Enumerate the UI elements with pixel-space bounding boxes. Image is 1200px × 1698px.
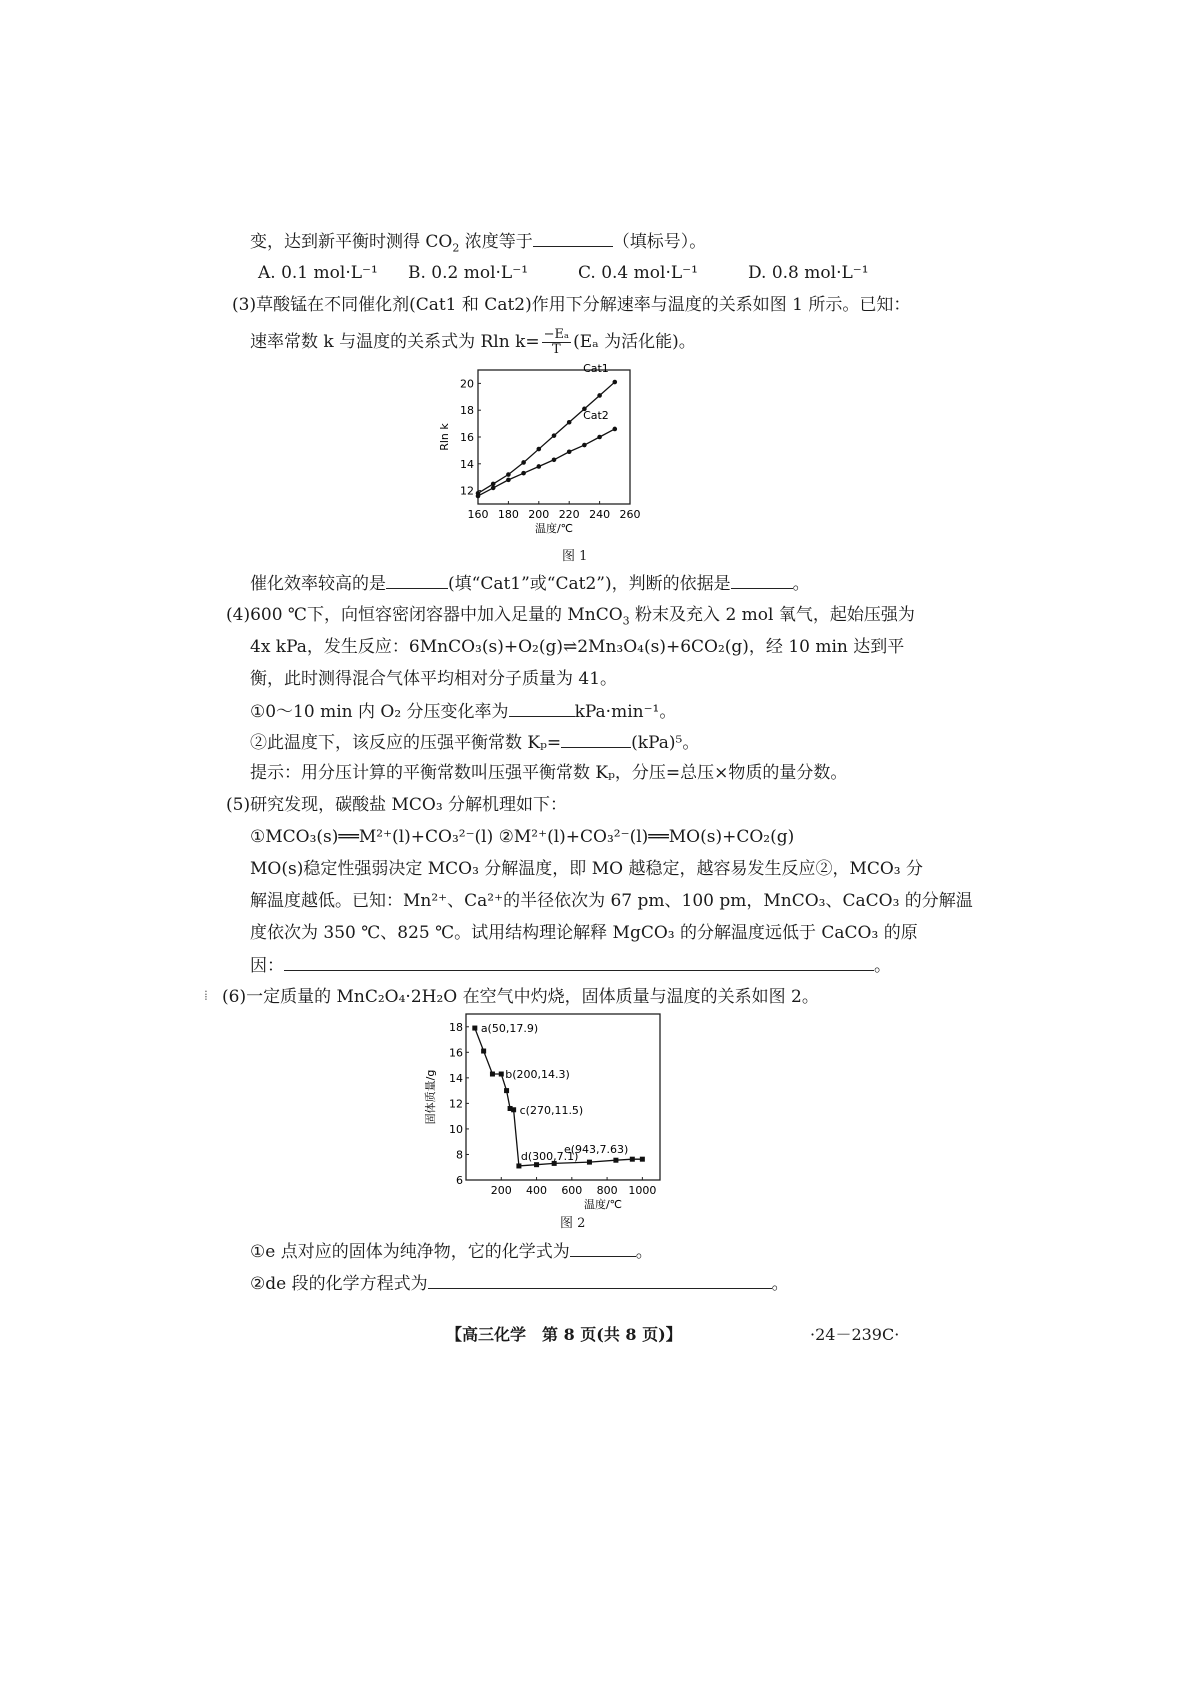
point-label: b(200,14.3) [505, 1068, 570, 1082]
y-tick-label: 14 [449, 1071, 463, 1085]
q3-line2: 速率常数 k 与温度的关系式为 Rln k= $\frac{\text{−Eₐ}}{T}$ (Eₐ 为活化能)。 [250, 327, 696, 357]
series-line-cat2 [478, 429, 615, 496]
q5-line5: 度依次为 350 ℃、825 ℃。试用结构理论解释 MgCO₃ 的分解温度远低于 CaCO₃ 的原 [250, 923, 918, 943]
data-point [537, 447, 542, 452]
y-tick-label: 10 [449, 1122, 463, 1136]
data-point [504, 1088, 509, 1093]
data-point [582, 443, 587, 448]
data-point [521, 460, 526, 465]
data-point [597, 393, 602, 398]
y-axis-label: 固体质量/g [424, 1069, 437, 1125]
y-axis-label: Rln k [438, 423, 451, 451]
data-point [552, 433, 557, 438]
y-tick-label: 16 [460, 431, 474, 444]
data-point [640, 1157, 645, 1162]
data-point [490, 1072, 495, 1077]
q5-line3: MO(s)稳定性强弱决定 MCO₃ 分解温度，即 MO 越稳定，越容易发生反应②，MCO₃ 分 [250, 859, 924, 879]
point-label: d(300,7.1) [520, 1149, 579, 1163]
option-a: A. 0.1 mol·L⁻¹ [258, 263, 378, 283]
data-point [506, 472, 511, 477]
answer-blank[interactable] [428, 1272, 772, 1289]
data-point [476, 494, 481, 499]
y-tick-label: 6 [456, 1174, 463, 1187]
point-label: c(270,11.5) [519, 1103, 584, 1117]
answer-blank[interactable] [509, 700, 575, 717]
x-tick-label: 400 [526, 1184, 548, 1197]
x-tick-label: 200 [528, 508, 550, 521]
x-tick-label: 240 [589, 508, 611, 521]
paper-code: ·24－239C· [810, 1325, 900, 1344]
data-point [506, 478, 511, 483]
y-tick-label: 12 [449, 1097, 463, 1111]
data-point [587, 1160, 592, 1165]
rate-fraction: $\frac{\text{−Eₐ}}{T}$ [543, 327, 570, 357]
q6-sub1: ①e 点对应的固体为纯净物，它的化学式为 。 [250, 1242, 653, 1262]
page-footer: 【高三化学 第 8 页(共 8 页)】 [446, 1325, 682, 1344]
x-tick-label: 180 [497, 508, 519, 521]
data-point [613, 1158, 618, 1163]
y-tick-label: 14 [460, 457, 474, 471]
data-point [472, 1026, 477, 1031]
answer-blank[interactable] [561, 731, 631, 748]
x-tick-label: 800 [596, 1184, 618, 1197]
q5-line4: 解温度越低。已知：Mn²⁺、Ca²⁺的半径依次为 67 pm、100 pm，MnCO₃、CaCO₃ 的分解温 [250, 891, 973, 911]
data-point [567, 420, 572, 425]
q4-line2: 4x kPa，发生反应：6MnCO₃(s)+O₂(g)⇌2Mn₃O₄(s)+6CO₂(g)，经 10 min 达到平 [250, 637, 905, 657]
option-b: B. 0.2 mol·L⁻¹ [408, 263, 529, 283]
q4-sub2: ②此温度下，该反应的压强平衡常数 Kₚ= (kPa)⁵。 [250, 733, 700, 753]
answer-blank[interactable] [570, 1240, 636, 1257]
y-tick-label: 8 [456, 1148, 463, 1162]
figure2-caption: 图 2 [560, 1216, 586, 1231]
data-point [511, 1107, 516, 1112]
point-label: a(50,17.9) [480, 1022, 539, 1036]
x-tick-label: 200 [490, 1184, 512, 1197]
point-label: e(943,7.63) [563, 1143, 629, 1157]
q5-line6: 因： 。 [250, 956, 891, 976]
data-point [567, 449, 572, 454]
q6-sub2: ②de 段的化学方程式为 。 [250, 1274, 789, 1294]
x-tick-label: 1000 [628, 1184, 657, 1197]
figure1-caption: 图 1 [562, 549, 588, 564]
q5-line2: ①MCO₃(s)══M²⁺(l)+CO₃²⁻(l) ②M²⁺(l)+CO₃²⁻(l)══MO(s)+CO₂(g) [250, 827, 795, 847]
answer-blank[interactable] [386, 572, 448, 589]
data-point [630, 1157, 635, 1162]
data-point [521, 471, 526, 476]
option-c: C. 0.4 mol·L⁻¹ [578, 263, 698, 283]
data-point [491, 486, 496, 491]
q3-line1: (3)草酸锰在不同催化剂(Cat1 和 Cat2)作用下分解速率与温度的关系如图 1 所示。已知： [232, 295, 911, 315]
x-axis-label: 温度/℃ [534, 522, 574, 535]
series-label-cat2: Cat2 [583, 408, 609, 422]
x-tick-label: 160 [467, 508, 489, 521]
y-tick-label: 20 [460, 377, 474, 391]
y-tick-label: 18 [460, 404, 474, 418]
x-tick-label: 260 [619, 508, 641, 521]
x-tick-label: 220 [558, 508, 580, 521]
series-label-cat1: Cat1 [583, 362, 609, 376]
data-point [537, 464, 542, 469]
q4-line1: (4)600 ℃下，向恒容密闭容器中加入足量的 MnCO$_3$ 粉末及充入 2 mol 氧气，起始压强为 [226, 605, 915, 628]
y-tick-label: 18 [449, 1020, 463, 1034]
data-point [516, 1163, 521, 1168]
series-line-cat1 [478, 382, 615, 493]
figure1-chart [430, 360, 670, 550]
data-point [597, 435, 602, 440]
margin-mark: ⁞ [204, 988, 208, 1004]
q4-sub1: ①0～10 min 内 O₂ 分压变化率为 kPa·min⁻¹。 [250, 702, 677, 722]
q3-answer-line: 催化效率较高的是 (填“Cat1”或“Cat2”)，判断的依据是 。 [250, 574, 810, 594]
q5-line1: (5)研究发现，碳酸盐 MCO₃ 分解机理如下： [226, 795, 568, 815]
x-tick-label: 600 [561, 1184, 583, 1197]
q4-hint: 提示：用分压计算的平衡常数叫压强平衡常数 Kₚ，分压=总压×物质的量分数。 [250, 763, 848, 783]
y-tick-label: 12 [460, 484, 474, 498]
figure2-chart [414, 1008, 664, 1218]
answer-blank[interactable] [533, 230, 613, 247]
data-point [481, 1049, 486, 1054]
data-point [552, 457, 557, 462]
answer-blank[interactable] [284, 954, 874, 971]
data-point [613, 380, 618, 385]
data-point [613, 427, 618, 432]
q6-line1: (6)一定质量的 MnC₂O₄·2H₂O 在空气中灼烧，固体质量与温度的关系如图 2。 [222, 987, 819, 1007]
data-point [491, 482, 496, 487]
answer-blank[interactable] [731, 572, 793, 589]
q2-tail-line: 变，达到新平衡时测得 $CO_2$ 浓度等于 （填标号）。 [250, 232, 707, 255]
option-d: D. 0.8 mol·L⁻¹ [748, 263, 869, 283]
y-tick-label: 16 [449, 1046, 463, 1060]
q4-line3: 衡，此时测得混合气体平均相对分子质量为 41。 [250, 669, 618, 689]
data-point [499, 1072, 504, 1077]
x-axis-label: 温度/℃ [583, 1198, 623, 1211]
